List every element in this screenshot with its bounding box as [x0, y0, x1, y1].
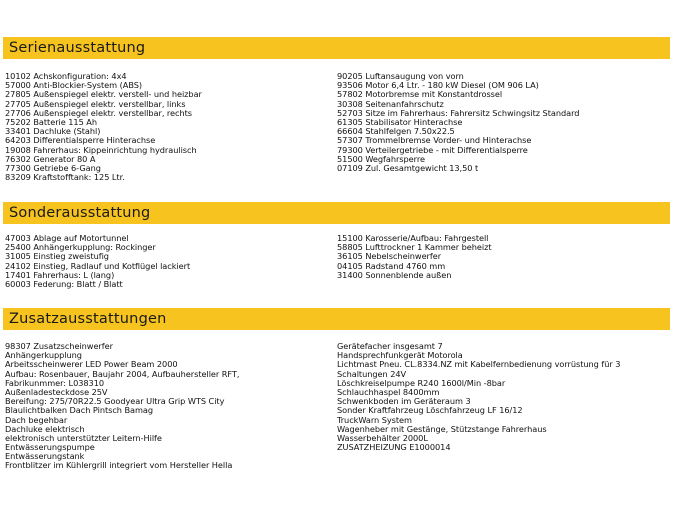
list-item: Fabrikunmmer: L038310	[5, 377, 105, 388]
list-item: Wagenheber mit Gestänge, Stützstange Fahrerhaus	[337, 423, 547, 434]
list-item: Schaltungen 24V	[337, 368, 407, 379]
left-column	[5, 342, 239, 471]
list-item: Außenladesteckdose 25V	[5, 386, 108, 397]
list-item: Sonder Kraftfahrzeug Löschfahrzeug LF 16/12	[337, 405, 523, 416]
list-item: 58805 Lufttrockner 1 Kammer beheizt	[337, 242, 492, 253]
list-item: 61305 Stabilisator Hinterachse	[337, 116, 463, 127]
list-item: 04105 Radstand 4760 mm	[337, 260, 446, 271]
list-item: 77300 Getriebe 6-Gang	[5, 162, 101, 173]
list-item: Entwässerungstank	[5, 451, 85, 462]
list-item: Dachluke elektrisch	[5, 423, 85, 434]
list-item: 24102 Einstieg, Radlauf und Kotflügel lackiert	[5, 260, 191, 271]
list-item: 83209 Kraftstofftank: 125 Ltr.	[5, 172, 125, 183]
list-item: Aufbau: Rosenbauer, Baujahr 2004, Aufbauhersteller RFT,	[5, 368, 240, 379]
section-header: Zusatzausstattungen	[3, 308, 670, 330]
list-item: 75202 Batterie 115 Ah	[5, 116, 97, 127]
list-item: Arbeitsscheinwerer LED Power Beam 2000	[5, 359, 178, 370]
right-column	[337, 234, 492, 280]
section-header: Serienausstattung	[3, 37, 670, 59]
list-item: Wasserbehälter 2000L	[337, 432, 428, 443]
list-item: 07109 Zul. Gesamtgewicht 13,50 t	[337, 162, 479, 173]
list-item: 31400 Sonnenblende außen	[337, 269, 452, 280]
list-item: 60003 Federung: Blatt / Blatt	[5, 278, 123, 289]
list-item: 57307 Trommelbremse Vorder- und Hinterachse	[337, 135, 532, 146]
list-item: TruckWarn System	[337, 414, 412, 425]
list-item: 66604 Stahlfelgen 7.50x22.5	[337, 126, 455, 137]
list-item: Entwässerungspumpe	[5, 442, 95, 453]
list-item: Bereifung: 275/70R22.5 Goodyear Ultra Grip WTS City	[5, 396, 225, 407]
list-item: 27706 Außenspiegel elektr. verstellbar, rechts	[5, 107, 193, 118]
right-column	[337, 342, 620, 452]
list-item: Gerätefacher insgesamt 7	[337, 341, 443, 351]
section-header: Sonderausstattung	[3, 202, 670, 224]
list-item: 47003 Ablage auf Motortunnel	[5, 233, 129, 243]
list-item: 76302 Generator 80 A	[5, 153, 96, 164]
list-item: elektronisch unterstützter Leitern-Hilfe	[5, 432, 162, 443]
list-item: 93506 Motor 6,4 Ltr. - 180 kW Diesel (OM 906 LA)	[337, 80, 539, 91]
left-column	[5, 234, 190, 289]
list-item: ZUSATZHEIZUNG E1000014	[337, 442, 451, 453]
list-item: Anhängerkupplung	[5, 350, 82, 361]
list-item: 15100 Karosserie/Aufbau: Fahrgestell	[337, 233, 489, 243]
list-item: 79300 Verteilergetriebe - mit Differentialsperre	[337, 144, 528, 155]
list-item: 51500 Wegfahrsperre	[337, 153, 425, 164]
list-item: 98307 Zusatzscheinwerfer	[5, 341, 113, 351]
list-item: 25400 Anhängerkupplung: Rockinger	[5, 242, 156, 253]
list-item: 52703 Sitze im Fahrerhaus: Fahrersitz Schwingsitz Standard	[337, 107, 580, 118]
list-item: 27805 Außenspiegel elektr. verstell- und heizbar	[5, 89, 202, 100]
right-column	[337, 72, 579, 173]
list-item: Schlauchhaspel 8400mm	[337, 386, 440, 397]
list-item: Blaulichtbalken Dach Pintsch Bamag	[5, 405, 154, 416]
list-item: Schwenkboden im Geräteraum 3	[337, 396, 471, 407]
list-item: 30308 Seitenanfahrschutz	[337, 98, 444, 109]
list-item: Frontblitzer im Kühlergrill integriert vom Hersteller Hella	[5, 460, 233, 471]
list-item: Dach begehbar	[5, 414, 68, 425]
list-item: 57000 Anti-Blockier-System (ABS)	[5, 80, 143, 91]
list-item: 17401 Fahrerhaus: L (lang)	[5, 269, 115, 280]
list-item: 27705 Außenspiegel elektr. verstellbar, links	[5, 98, 186, 109]
list-item: 64203 Differentialsperre Hinterachse	[5, 135, 156, 146]
list-item: Löschkreiselpumpe R240 1600l/Min -8bar	[337, 377, 506, 388]
list-item: 36105 Nebelscheinwerfer	[337, 251, 442, 262]
list-item: 10102 Achskonfiguration: 4x4	[5, 71, 127, 81]
list-item: Lichtmast Pneu. CL.8334.NZ mit Kabelfernbedienung vorrüstung für 3	[337, 359, 621, 370]
list-item: 33401 Dachluke (Stahl)	[5, 126, 101, 137]
list-item: 90205 Luftansaugung von vorn	[337, 71, 464, 81]
left-column	[5, 72, 202, 182]
list-item: 31005 Einstieg zweistufig	[5, 251, 109, 262]
list-item: 57802 Motorbremse mit Konstantdrossel	[337, 89, 503, 100]
list-item: 19008 Fahrerhaus: Kippeinrichtung hydraulisch	[5, 144, 197, 155]
list-item: Handsprechfunkgerät Motorola	[337, 350, 463, 361]
